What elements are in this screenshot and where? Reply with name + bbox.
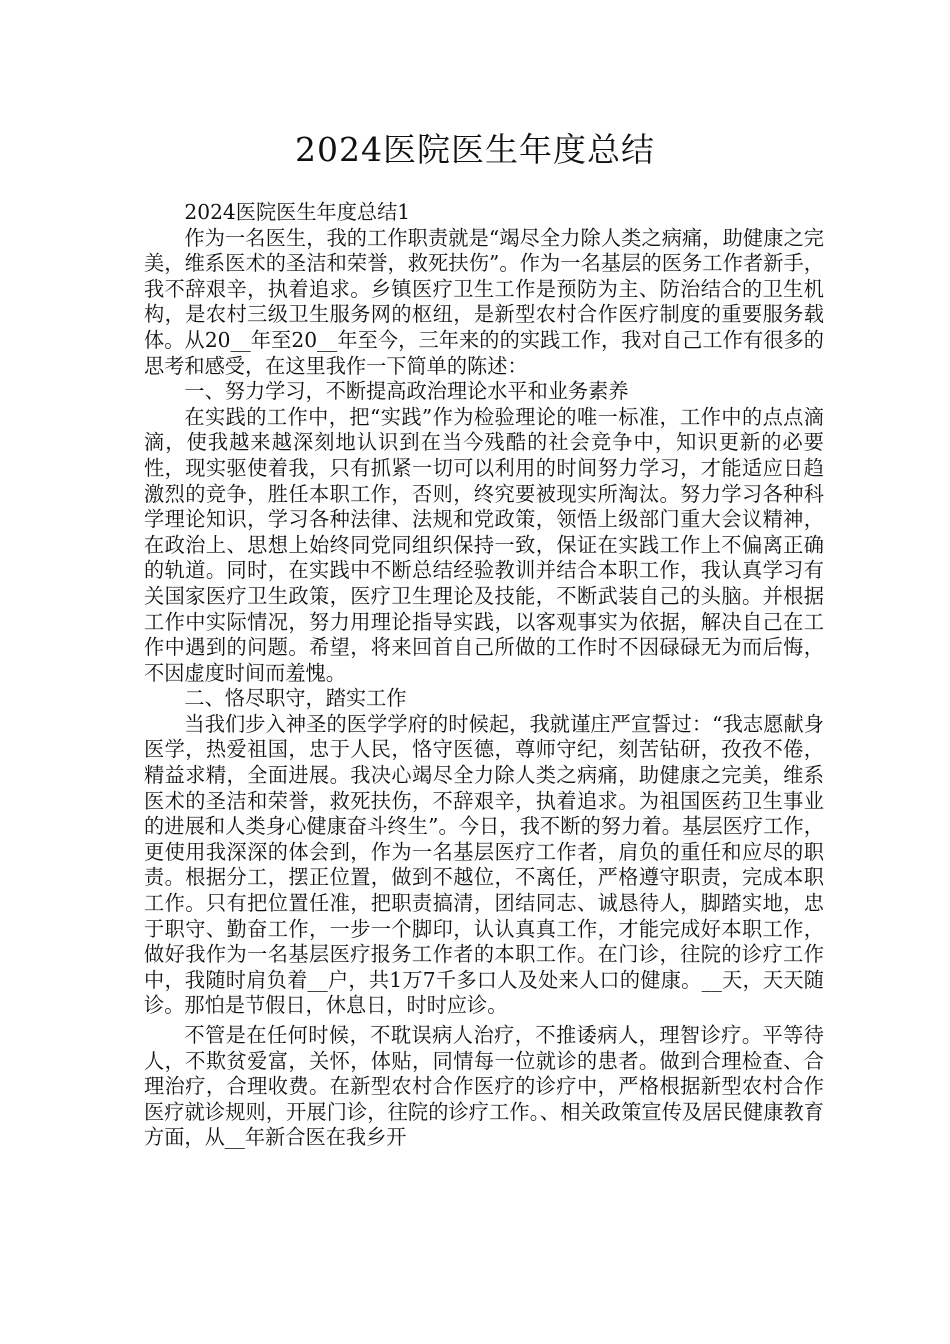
paragraph-duty: 当我们步入神圣的医学学府的时候起，我就谨庄严宣誓过：“我志愿献身医学，热爱祖国，忠于人民，恪守医德，尊师守纪，刻苦钻研，孜孜不倦，精益求精，全面进展。我决心竭尽全力除人类之病痛，助健康之完美，维系医术的圣洁和荣誉，救死扶伤，不辞艰辛，执着追求。为祖国医药卫生事业的进展和人类身心健康奋斗终生”。今日，我不断的努力着。基层医疗工作，更使用我深深的体会到，作为一名基层医疗工作者，肩负的重任和应尽的职责。根据分工，摆正位置，做到不越位，不离任，严格遵守职责，完成本职工作。只有把位置任准，把职责搞清，团结同志、诚恳待人，脚踏实地，忠于职守、勤奋工作，一步一个脚印，认认真真工作，才能完成好本职工作，做好我作为一名基层医疗报务工作者的本职工作。在门诊，往院的诊疗工作中，我随时肩负着__户，共1万7千多口人及处来人口的健康。__天，天天随诊。那怕是节假日，休息日，时时应诊。 (144, 711, 824, 1018)
section-heading-2: 二、恪尽职守，踏实工作 (184, 686, 407, 711)
section-heading-1: 一、努力学习，不断提高政治理论水平和业务素养 (184, 379, 629, 404)
paragraph-treatment: 不管是在任何时候，不耽误病人治疗，不推诿病人，理智诊疗。平等待人，不欺贫爱富，关怀，体贴，同情每一位就诊的患者。做到合理检查、合理治疗，合理收费。在新型农村合作医疗的诊疗中，严格根据新型农村合作医疗就诊规则，开展门诊，往院的诊疗工作。、相关政策宣传及居民健康教育方面，从__年新合医在我乡开 (144, 1023, 824, 1150)
document-title: 2024医院医生年度总结 (295, 130, 655, 169)
paragraph-study: 在实践的工作中，把“实践”作为检验理论的唯一标准，工作中的点点滴滴，使我越来越深刻地认识到在当今残酷的社会竞争中，知识更新的必要性，现实驱使着我，只有抓紧一切可以利用的时间努力学习，才能适应日趋激烈的竞争，胜任本职工作，否则，终究要被现实所淘汰。努力学习各种科学理论知识，学习各种法律、法规和党政策，领悟上级部门重大会议精神，在政治上、思想上始终同党同组织保持一致，保证在实践工作上不偏离正确的轨道。同时，在实践中不断总结经验教训并结合本职工作，我认真学习有关国家医疗卫生政策，医疗卫生理论及技能，不断武装自己的头脑。并根据工作中实际情况，努力用理论指导实践，以客观事实为依据，解决自己在工作中遇到的问题。希望，将来回首自己所做的工作时不因碌碌无为而后悔，不因虚度时间而羞愧。 (144, 404, 824, 685)
section-subtitle: 2024医院医生年度总结1 (184, 200, 411, 224)
document-body (144, 200, 824, 1151)
paragraph-intro: 作为一名医生，我的工作职责就是“竭尽全力除人类之病痛，助健康之完美，维系医术的圣洁和荣誉，救死扶伤”。作为一名基层的医务工作者新手，我不辞艰辛，执着追求。乡镇医疗卫生工作是预防为主、防治结合的卫生机构，是农村三级卫生服务网的枢纽，是新型农村合作医疗制度的重要服务载体。从20__年至20__年至今，三年来的的实践工作，我对自己工作有很多的思考和感受，在这里我作一下简单的陈述： (144, 225, 824, 378)
